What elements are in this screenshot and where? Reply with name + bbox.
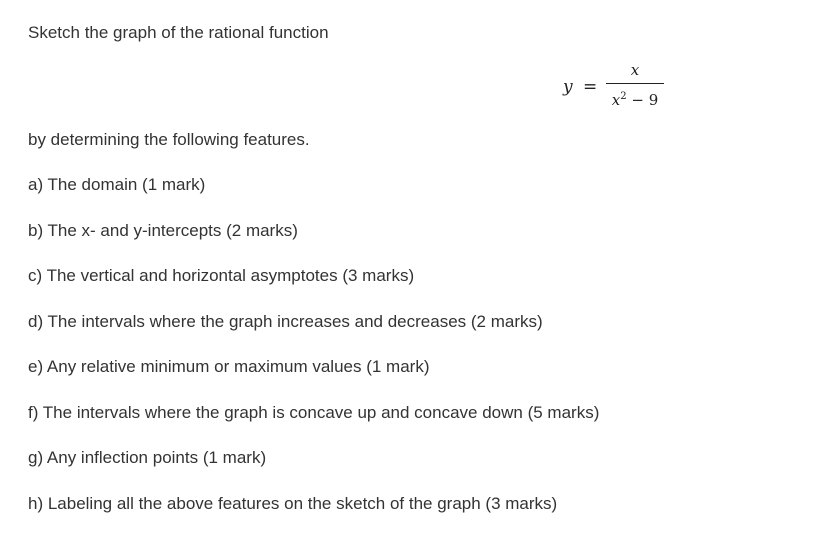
- part-e: e) Any relative minimum or maximum values (1 mark): [28, 357, 599, 403]
- equation-equals-sign: =: [583, 77, 597, 97]
- fraction-bar: [606, 83, 664, 84]
- rational-function-equation: [528, 58, 648, 114]
- part-a: a) The domain (1 mark): [28, 175, 599, 221]
- denominator-base: x: [612, 91, 620, 109]
- question-parts-list: [28, 175, 599, 539]
- part-b: b) The x- and y-intercepts (2 marks): [28, 221, 599, 267]
- denominator-rest: − 9: [627, 91, 659, 109]
- equation-lhs: y: [563, 77, 573, 97]
- fraction-numerator: x: [606, 60, 664, 80]
- question-intro: Sketch the graph of the rational function: [28, 23, 329, 43]
- part-g: g) Any inflection points (1 mark): [28, 448, 599, 494]
- part-d: d) The intervals where the graph increases and decreases (2 marks): [28, 312, 599, 358]
- question-lead: by determining the following features.: [28, 130, 310, 150]
- part-h: h) Labeling all the above features on the sketch of the graph (3 marks): [28, 494, 599, 539]
- part-f: f) The intervals where the graph is concave up and concave down (5 marks): [28, 403, 599, 449]
- part-c: c) The vertical and horizontal asymptotes (3 marks): [28, 266, 599, 312]
- fraction-denominator: [606, 87, 664, 110]
- denominator-exponent: 2: [620, 91, 626, 102]
- question-body: [28, 0, 808, 535]
